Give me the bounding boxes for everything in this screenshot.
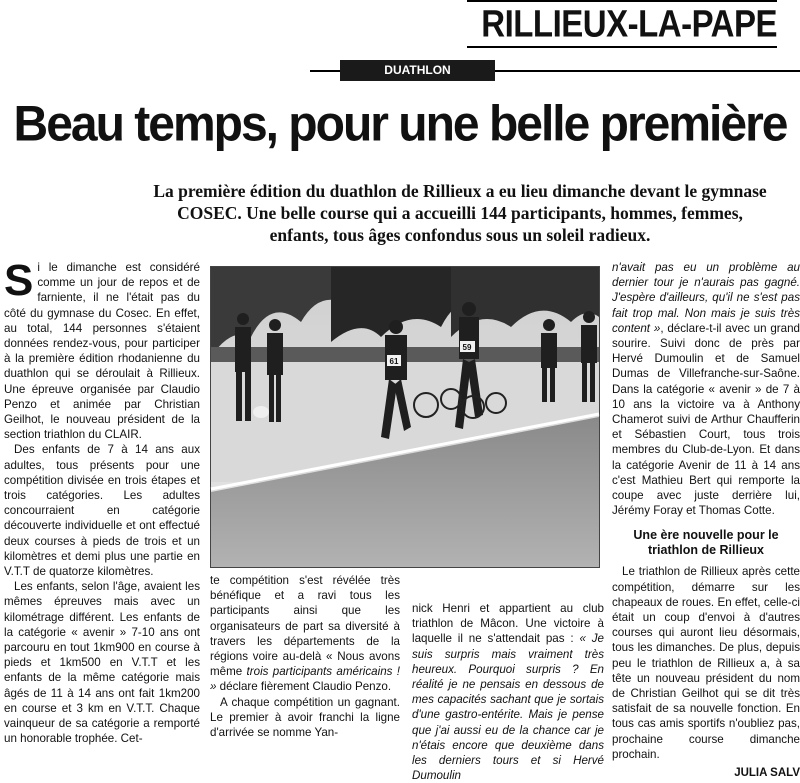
col2-text-1: te compétition s'est révélée très bénéfique et a ravi tous les participants ainsi que les organisateurs de part sa diversité à travers les départements de la régions voire au-delà « Nous avons même: [210, 574, 400, 679]
article-column-2: [210, 573, 400, 740]
rubric-bar: [310, 60, 800, 82]
author-signature: JULIA SALV: [734, 767, 800, 780]
article-column-3: [412, 601, 604, 783]
col2-paragraph-2: A chaque compétition un gagnant. Le premier à avoir franchi la ligne d'arrivée se nomme Yan-: [210, 695, 400, 740]
col3-text-1: nick Henri et appartient au club triathlon de Mâcon. Une victoire à laquelle il ne s'attendait pas :: [412, 602, 604, 646]
bib-number-left: 61: [389, 357, 399, 366]
col1-paragraph-3: Les enfants, selon l'âge, avaient les mêmes épreuves mais avec un kilométrage différent. Les enfants de la catégorie « avenir » 7-10 ans ont parcouru en tout 1km900 en course à pieds et 1km500 en V.T.T et les enfants de la même catégorie mais âgés de 11 à 14 ans ont fait 1km200 en course et 3 km en V.T.T. Chaque vainqueur de sa catégorie a remporté un honorable trophée. Cet-: [4, 580, 200, 746]
masthead-title: RILLIEUX-LA-PAPE: [481, 2, 777, 45]
col3-quote: « Je suis surpris mais vraiment très heureux. Pourquoi surpris ? En réalité je ne pensais en dessous de mes capacités sachant que je sortais d'une gastro-entérite. Mais je pense que j'ai aussi eu de la chance car je n'étais encore que deuxième dans les derniers tours et si Hervé Dumoulin: [412, 632, 604, 783]
col2-text-2: déclare fièrement Claudio Penzo.: [216, 680, 392, 694]
dropcap: S: [4, 256, 34, 305]
bib-number-right: 59: [462, 343, 472, 352]
masthead: [467, 0, 777, 48]
col4-paragraph-2: Le triathlon de Rillieux après cette compétition, démarre sur les chapeaux de roues. En effet, celle-ci était un coup d'envoi à d'autres courses qui auront lieu désormais, tous les dimanches. De plus, depuis peu le triathlon de Rillieux a, à sa tête un nouveau président du nom de Christian Geilhot qui se dit très satisfait de sa nouvelle fonction. En tous cas amis sportifs n'oubliez pas, prochaine course dimanche prochain.: [612, 565, 800, 761]
race-photo-image: [211, 267, 599, 567]
col1-paragraph-1: i le dimanche est considéré comme un jour de repos et de farniente, il ne l'était pas du côté du gymnase du Cosec. En effet, au total, 144 personnes s'étaient données rendez-vous, pour participer à la première édition rhodanienne du duathlon qui se déroulait à Rillieux. Une épreuve organisée par Claudio Penzo et animée par Christian Geilhot, le nouveau président de la section triathlon du CLAIR.: [4, 261, 200, 442]
col3-paragraph-1: [412, 601, 604, 783]
article-column-1: [4, 256, 200, 746]
article-column-4: [612, 260, 800, 780]
col1-paragraph-2: Des enfants de 7 à 14 ans aux adultes, tous présents pour une compétition divisée en trois étapes et trois catégories. Les adultes concourraient en catégorie découverte individuelle et ont effectué deux courses à pieds de trois et un kilomètres et demi plus une partie en V.T.T de quatorze kilomètres.: [4, 443, 200, 579]
col4-text-1: , déclare-t-il avec un grand sourire. Suivi donc de près par Hervé Dumoulin et de Samuel Dumas de Villefranche-sur-Saône. Dans la catégorie « avenir » de 7 à 10 ans la victoire va à Anthony Chamerot suivi de Arthur Chaufferin et Sébastien Court, tous trois membres du Club-de-Lyon. Et dans la catégorie Avenir de 11 à 14 ans c'est Mathieu Bert qui remporte la coupe avec juste derrière lui, Jérémy Foray et Thomas Cotte.: [612, 321, 800, 518]
rubric-label: DUATHLON: [340, 60, 495, 81]
section-subhead: Une ère nouvelle pour le triathlon de Rillieux: [633, 528, 779, 558]
headline: Beau temps, pour une belle première: [13, 96, 787, 153]
col4-quote: n'avait pas eu un problème au dernier tour je n'aurais pas gagné. J'espère d'ailleurs, qu'il ne s'est pas fait trop mal. Non mais je suis très content »: [612, 261, 800, 335]
col4-paragraph-1: [612, 260, 800, 518]
race-photo: [210, 266, 600, 568]
col2-paragraph-1: [210, 573, 400, 695]
chapo: La première édition du duathlon de Rillieux a eu lieu dimanche devant le gymnase COSEC. Une belle course qui a accueilli 144 participants, hommes, femmes, enfants, tous âges confondus sous un soleil radieux.: [153, 181, 767, 245]
col2-quote: trois participants américains ! »: [210, 665, 400, 694]
